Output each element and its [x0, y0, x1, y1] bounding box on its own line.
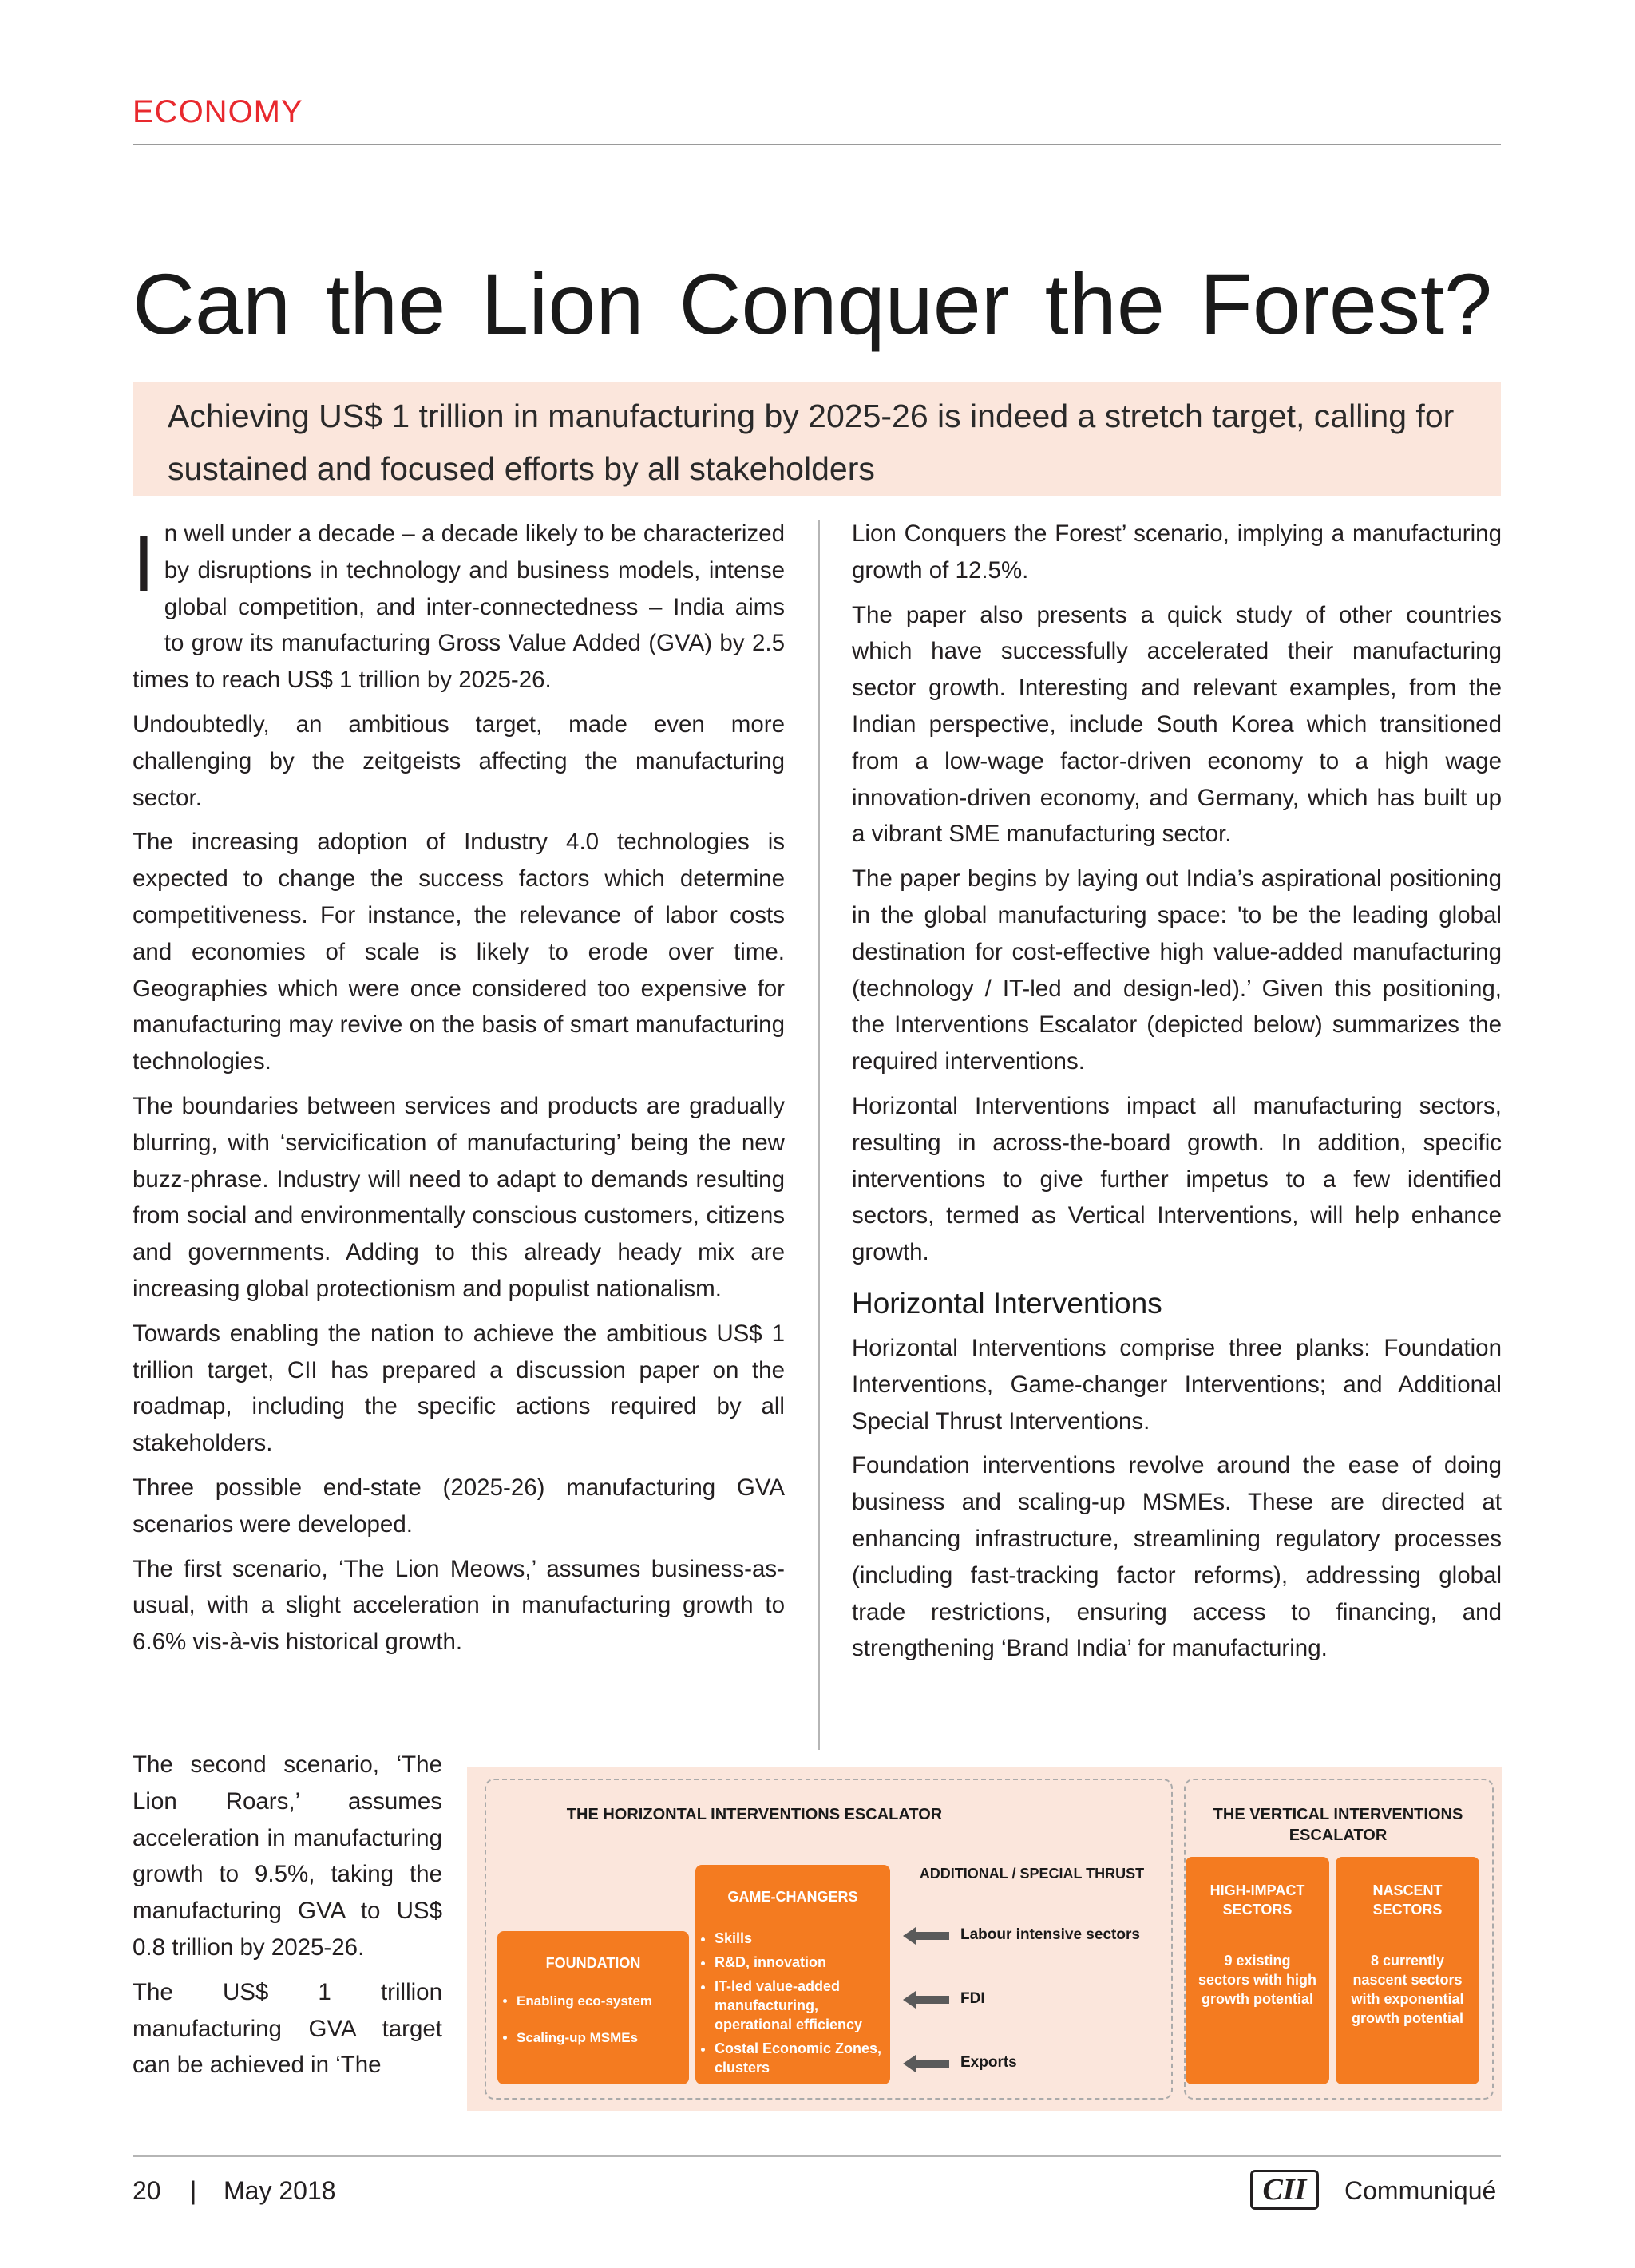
cii-logo: CII: [1250, 2170, 1319, 2210]
left-column: [133, 516, 785, 1668]
list-item: • Scaling-up MSMEs: [517, 2029, 684, 2048]
special-thrust-item: Exports: [960, 2054, 1017, 2071]
foundation-box: [497, 1931, 689, 2084]
paragraph: The paper begins by laying out India’s aspirational positioning in the global manufacturing space: 'to be the leading global destination for cost-effective high value-added manufacturing (technology / IT-led and design-led).’ Given this positioning, the Interventions Escalator (depicted below) summarizes the required interventions.: [852, 865, 1502, 1075]
left-arrow-icon: [903, 1991, 949, 2009]
high-impact-title: HIGH-IMPACT SECTORS: [1209, 1882, 1305, 1918]
paragraph: The increasing adoption of Industry 4.0 technologies is expected to change the success factors which determine competitiveness. For instance, the relevance of labor costs and economies of scale is likely to erode over time. Geographies which were once considered too expensive for manufacturing may revive on the basis of smart manufacturing technologies.: [133, 829, 785, 1075]
left-arrow-icon: [903, 2055, 949, 2072]
article-deck: [133, 382, 1501, 496]
footer-divider: [133, 2155, 1501, 2157]
paragraph: The boundaries between services and products are gradually blurring, with ‘servicification of manufacturing’ being the new buzz-phrase. Industry will need to adapt to demands resulting from social and environmentally conscious customers, citizens and governments. Adding to this already heady mix are increasing global protectionism and populist nationalism.: [133, 1092, 785, 1302]
game-changers-title: GAME-CHANGERS: [727, 1889, 858, 1905]
header-divider: [133, 144, 1501, 145]
paragraph: The first scenario, ‘The Lion Meows,’ assumes business-as-usual, with a slight acceleration in manufacturing growth to 6.6% vis-à-vis historical growth.: [133, 1555, 785, 1656]
high-impact-sectors-box: [1186, 1857, 1329, 2084]
article-title: Can the Lion Conquer the Forest?: [133, 255, 1493, 352]
subheading: Horizontal Interventions: [852, 1286, 1162, 1320]
paragraph: Foundation interventions revolve around the ease of doing business and scaling-up MSMEs. These are directed at enhancing infrastructure, streamlining regulatory processes (including fast-tracking factor reforms), addressing global trade restrictions, ensuring access to financing, and strengthening ‘Brand India’ for manufacturing.: [852, 1452, 1502, 1662]
paragraph: Three possible end-state (2025-26) manufacturing GVA scenarios were developed.: [133, 1474, 785, 1538]
nascent-sectors-box: [1336, 1857, 1479, 2084]
nascent-title: NASCENT SECTORS: [1372, 1882, 1443, 1918]
issue-date: May 2018: [224, 2176, 336, 2205]
horizontal-escalator-title: THE HORIZONTAL INTERVENTIONS ESCALATOR: [566, 1806, 943, 1823]
special-thrust-item: Labour intensive sectors: [960, 1926, 1140, 1943]
paragraph: Towards enabling the nation to achieve the ambitious US$ 1 trillion target, CII has prepared a discussion paper on the roadmap, including the specific actions required by all stakeholders.: [133, 1320, 785, 1457]
page-number: 20: [133, 2176, 161, 2205]
deck-text: Achieving US$ 1 trillion in manufacturing by 2025-26 is indeed a stretch target, calling for sustained and focused efforts by all stakeholders: [168, 398, 1455, 487]
paragraph: The US$ 1 trillion manufacturing GVA target can be achieved in ‘The: [133, 1978, 442, 2079]
right-column: [852, 516, 1502, 1675]
paragraph: Horizontal Interventions comprise three planks: Foundation Interventions, Game-changer Interventions; and Additional Special Thrust Interventions.: [852, 1334, 1502, 1435]
list-item: • Skills: [715, 1929, 884, 1948]
nascent-body: 8 currently nascent sectors with exponential growth potential: [1351, 1953, 1464, 2026]
publication-name: Communiqué: [1344, 2176, 1497, 2205]
list-item: • R&D, innovation: [715, 1953, 884, 1972]
column-divider: [818, 520, 820, 1750]
list-item: • IT-led value-added manufacturing, operational efficiency: [715, 1977, 884, 2034]
left-arrow-icon: [903, 1927, 949, 1945]
paragraph: In well under a decade – a decade likely to be characterized by disruptions in technology and business models, intense global competition, and inter-connectedness – India aims to grow its manufacturing Gross Value Added (GVA) by 2.5 times to reach US$ 1 trillion by 2025-26.: [133, 519, 785, 694]
section-label: ECONOMY: [133, 94, 303, 129]
foundation-title: FOUNDATION: [545, 1955, 641, 1971]
vertical-escalator-title: THE VERTICAL INTERVENTIONS ESCALATOR: [1213, 1806, 1463, 1844]
paragraph: The second scenario, ‘The Lion Roars,’ assumes acceleration in manufacturing growth to 9.5%, taking the manufacturing GVA to US$ 0.8 trillion by 2025-26.: [133, 1751, 442, 1961]
interventions-escalator-figure: [467, 1767, 1502, 2111]
special-thrust-title: ADDITIONAL / SPECIAL THRUST: [919, 1866, 1145, 1882]
special-thrust-item: FDI: [960, 1990, 985, 2007]
drop-cap: I: [133, 519, 155, 608]
list-item: • Costal Economic Zones, clusters: [715, 2039, 884, 2077]
paragraph: Horizontal Interventions impact all manufacturing sectors, resulting in across-the-board growth. In addition, specific interventions to give further impetus to a few identified sectors, termed as Vertical Interventions, will help enhance growth.: [852, 1092, 1502, 1266]
paragraph: The paper also presents a quick study of other countries which have successfully accelerated their manufacturing sector growth. Interesting and relevant examples, from the Indian perspective, include South Korea which transitioned from a low-wage factor-driven economy to a high wage innovation-driven economy, and Germany, which has built up a vibrant SME manufacturing sector.: [852, 601, 1502, 848]
high-impact-body: 9 existing sectors with high growth potential: [1198, 1953, 1317, 2007]
paragraph: Undoubtedly, an ambitious target, made even more challenging by the zeitgeists affecting the manufacturing sector.: [133, 710, 785, 811]
footer-separator: |: [190, 2176, 197, 2205]
list-item: • Enabling eco-system: [517, 1992, 684, 2011]
bottom-left-column: [133, 1747, 442, 2092]
paragraph: Lion Conquers the Forest’ scenario, implying a manufacturing growth of 12.5%.: [852, 520, 1502, 584]
game-changers-box: [695, 1865, 890, 2084]
